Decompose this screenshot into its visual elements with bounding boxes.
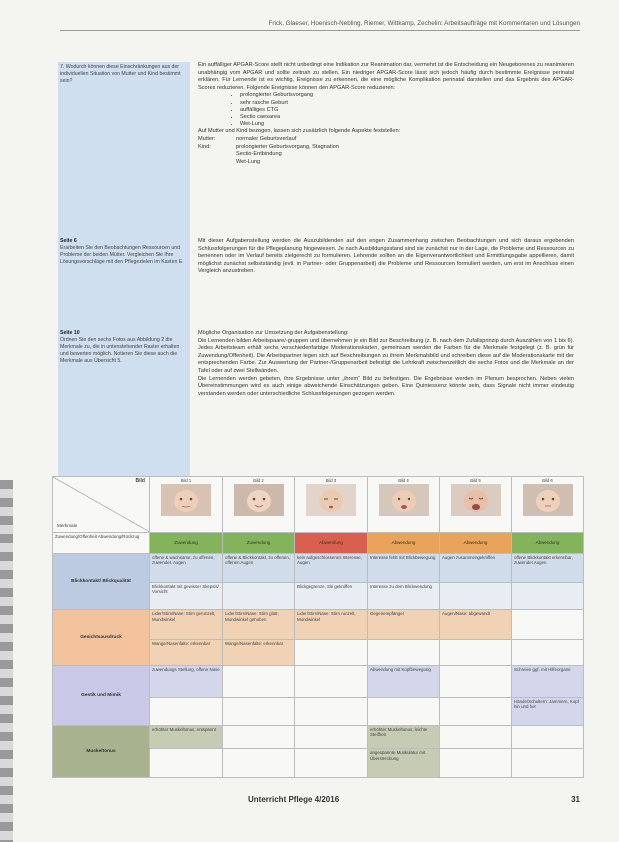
running-header: Frick, Glaeser, Hoenisch-Nebling, Riemer, Wittkamp, Zechelin: Arbeitsaufträge mit Kommentaren und Lösungen xyxy=(60,20,580,31)
table-cell xyxy=(295,725,368,748)
table-cell xyxy=(512,725,584,748)
category-gestik-mimik: Gestik und Mimik xyxy=(53,665,150,725)
list-item: • auffälliges CTG xyxy=(240,107,574,114)
baby-photo-cell xyxy=(440,477,512,533)
bild-column-label: Bild xyxy=(135,478,145,484)
table-cell: kein aufgeschlossenes Interesse, Augen xyxy=(295,553,368,582)
category-gesichtsausdruck: Gesichtsausdruck xyxy=(53,610,150,665)
table-cell xyxy=(295,640,368,666)
paragraph-care-planning: Mit dieser Aufgabenstellung werden die Auszubildenden auf den engen Zusammenhang zwischen Beobachtungen und sich daraus ergebenden Schlussfolgerungen für die Pflegeplanung hingewiesen. Je nach Ausbildungsstand sind sie zunächst nur in der Lage, die Probleme und Ressourcen zu benennen oder im Verlauf bereits zielgerecht zu formulieren. Lehrende sollten an die Eigenverantwortlichkeit und Ermittlungsgabe appellieren, damit möglichst zunächst selbstständig (evtl. in Partner- oder Gruppenarbeit) die Probleme und Ressourcen formuliert werden, um erst im Anschluss einen Vergleich anzustreben. xyxy=(198,238,574,275)
apgar-commentary xyxy=(198,62,574,166)
table-row xyxy=(53,725,584,748)
status-cell: Abwendung xyxy=(512,532,584,553)
table-cell xyxy=(440,665,512,697)
baby-photo-cell xyxy=(512,477,584,533)
table-cell xyxy=(150,697,223,725)
table-cell xyxy=(440,749,512,778)
left-question-column xyxy=(58,62,190,482)
baby-photo-icon xyxy=(379,484,429,516)
table-cell: Augen/Nase: abgewandt xyxy=(440,610,512,640)
table-cell xyxy=(295,665,368,697)
baby-photo-icon xyxy=(234,484,284,516)
table-cell xyxy=(295,749,368,778)
status-cell: Abwendung xyxy=(368,532,440,553)
table-cell xyxy=(223,697,295,725)
photo-caption: Bild 6 xyxy=(542,478,553,483)
status-cell: Abwendung xyxy=(295,532,368,553)
table-row xyxy=(53,665,584,697)
list-item: • prolongierter Geburtsvorgang xyxy=(240,92,574,99)
photo-caption: Bild 5 xyxy=(470,478,481,483)
table-cell: offene & Blickkontakt, zu offenen, offenen Augen xyxy=(223,553,295,582)
table-cell xyxy=(223,582,295,610)
table-cell xyxy=(512,610,584,640)
table-cell: angespannte Muskulatur mit Überstreckung xyxy=(368,749,440,778)
photo-caption: Bild 3 xyxy=(325,478,337,483)
table-cell xyxy=(295,697,368,725)
table-cell: Blickkontakt mit gewisser Skepsis/ Vorsicht xyxy=(150,582,223,610)
table-cell xyxy=(440,697,512,725)
table-cell: offene & wachsame, zu offenen, zuwendet. Augen xyxy=(150,553,223,582)
def-value: Sectio-Entbindung xyxy=(236,151,282,158)
paragraph-aspects: Auf Mutter und Kind bezogen, lassen sich zusätzlich folgende Aspekte feststellen: xyxy=(198,128,401,135)
table-cell xyxy=(223,665,295,697)
baby-photo-cell xyxy=(223,477,295,533)
table-cell xyxy=(223,725,295,748)
event-list xyxy=(198,92,574,128)
baby-photo-cell xyxy=(295,477,368,533)
seite6-title: Seite 6 xyxy=(60,238,77,244)
zuwendung-label: Zuwendung/Offenheit Abwendung/Rückzug xyxy=(53,532,150,553)
photo-caption: Bild 1 xyxy=(180,478,192,483)
table-row xyxy=(53,610,584,640)
table-cell xyxy=(440,640,512,666)
baby-photo-icon xyxy=(451,484,501,516)
baby-photo-icon xyxy=(523,484,573,516)
def-value: normaler Geburtsverlauf xyxy=(236,135,297,142)
status-cell: Zuwendung xyxy=(150,532,223,553)
aspect-definitions xyxy=(198,136,574,166)
status-cell: Zuwendung xyxy=(223,532,295,553)
table-cell: Wange/Nasenfalte: erkennbar xyxy=(223,640,295,666)
journal-title: Unterricht Pflege 4/2016 xyxy=(248,795,340,804)
list-item: • Wet-Lung xyxy=(240,121,574,128)
def-key xyxy=(198,159,236,167)
def-key xyxy=(198,151,236,159)
table-cell xyxy=(223,749,295,778)
table-cell: Lider/Stirn/Nase: Stirn gerunzelt, Mundwinkel xyxy=(150,610,223,640)
paragraph-organisation: Die Lernenden bilden Arbeitspaare/-gruppen und übernehmen je ein Bild zur Beschreibung (z. B. nach dem Zufallsprinzip durch Auszählen von 1 bis 6). Jedes Arbeitsteam erhält sechs verschiedenfarbige Moderationskarten, gemeinsam werden die Farben für die Merkmale festgelegt (z. B. grün für Zuwendung/Offenheit). Die Arbeitspartner legen sich auf Beschreibungen zu ihrem Merkmalsbild und schreiben diese auf die Moderationskarte mit der entsprechenden Farbe. Zur Auswertung der Partner-/Gruppenarbeit befestigt die Lehrkraft zwischenzeitlich die sechs Fotos und die Merkmale an der Tafel oder auf zwei Stellwänden. xyxy=(198,337,574,374)
table-cell: zuwendungs Stellung, offene Nase xyxy=(150,665,223,697)
table-cell xyxy=(440,725,512,748)
table-cell: Hände/Schultern: Jammern, Kopf hin und her xyxy=(512,697,584,725)
paragraph-organisation-title: Mögliche Organisation zur Umsetzung der Aufgabenstellung: xyxy=(198,330,349,336)
table-cell xyxy=(512,749,584,778)
def-value: Wet-Lung xyxy=(236,158,261,165)
table-cell: Interesse fehlt mit Blickbewegung xyxy=(368,553,440,582)
seite6-block xyxy=(60,238,186,266)
table-cell xyxy=(512,582,584,610)
page-number: 31 xyxy=(571,795,580,804)
def-value: prolongierter Geburtsvorgang, Stagnation xyxy=(236,143,339,150)
list-item: • Sectio caesarea xyxy=(240,114,574,121)
table-cell: erhöhter Muskeltonus, leichte Steifheit xyxy=(368,725,440,748)
table-cell: Schreien ggf. mit Hilfeorgane xyxy=(512,665,584,697)
category-blickkontakt: Blickkontakt/ Blickqualität xyxy=(53,553,150,610)
merkmale-row-label: Merkmale xyxy=(57,523,78,529)
table-cell: Gegenempfänger xyxy=(368,610,440,640)
def-key: Kind: xyxy=(198,143,211,150)
edge-color-strip xyxy=(0,480,13,842)
question-7: 7. Wodurch können diese Einschränkungen aus der individuellen Situation von Mutter und Kind bestimmt sein? xyxy=(60,64,181,84)
category-muskeltonus: Muskeltonus xyxy=(53,725,150,777)
table-row xyxy=(53,532,584,553)
table-cell xyxy=(368,640,440,666)
table-row xyxy=(53,553,584,582)
seite10-block xyxy=(60,330,186,365)
seite6-text: Erarbeiten Sie den Beobachtungen Ressourcen und Probleme der beiden Mütter. Vergleichen Sie Ihre Lösungsvorschläge mit den Pflegezielen im Kasten E. xyxy=(60,244,184,265)
seite10-text: Ordnen Sie den sechs Fotos aus Abbildung 2 die Merkmale zu, die in untenstehender Raster erhalten und bewerten möglich. Notieren Sie diese auch die Merkmale aus Übersicht 5. xyxy=(60,336,180,364)
table-cell xyxy=(150,749,223,778)
paragraph-apgar: Ein auffälliger APGAR-Score stellt nicht unbedingt eine Indikation zur Reanimation dar, vermehrt ist die Entscheidung ein Neugeborenes zu reanimieren unabhängig vom APGAR und sollte zeitnah zu stellen. Ein niedriger APGAR-Score lässt sich jedoch häufig durch bestimmte Ereignisse perinatal erklären. Für Lernende ist es wichtig, Ereignisse zu erkennen, die eine mögliche Komplikation perinatal darstellen und das Ergebnis des APGAR-Scores reduzieren. Folgende Ereignisse können den APGAR-Score reduzieren: xyxy=(198,62,574,91)
table-cell: Augen zusammengekniffen xyxy=(440,553,512,582)
table-cell: offene Blickkontakt erkennbar, zuwendet Augen xyxy=(512,553,584,582)
table-corner-cell xyxy=(53,477,150,533)
def-key: Mutter: xyxy=(198,135,216,142)
table-cell xyxy=(368,697,440,725)
photo-caption: Bild 4 xyxy=(398,478,409,483)
baby-photo-icon xyxy=(306,484,356,516)
seite10-title: Seite 10 xyxy=(60,330,80,336)
table-cell: Wange/Nasenfalte: erkennbar xyxy=(150,640,223,666)
table-cell: Lider/Stirn/Nase: Stirn runzelt, Mundwinkel xyxy=(295,610,368,640)
table-cell xyxy=(512,640,584,666)
baby-photo-icon xyxy=(161,484,211,516)
table-cell: Interesse zu dem Blickwendung xyxy=(368,582,440,610)
list-item: • sehr rasche Geburt xyxy=(240,100,574,107)
table-cell: Lider/Stirn/Nase: Stirn glatt, Mundwinkel gehoben xyxy=(223,610,295,640)
table-cell: erhöhter Muskeltonus, entspannt xyxy=(150,725,223,748)
table-row xyxy=(53,477,584,533)
status-cell: Abwendung xyxy=(440,532,512,553)
table-cell xyxy=(440,582,512,610)
organisation-commentary xyxy=(198,330,574,398)
feature-table xyxy=(52,476,584,778)
table-cell: Abwendung mit Kopfbewegung xyxy=(368,665,440,697)
paragraph-plenum: Die Lernenden werden gebeten, ihre Ergebnisse unter „ihrem“ Bild zu befestigen. Die Ergebnisse werden im Plenum besprochen. Neben vielen Übereinstimmungen wird es auch einige abweichende Einschätzungen geben. Eine Quintessenz könnte sein, dass Signale nicht immer eindeutig verstanden werden oder unterschiedliche Schlussfolgerungen gezogen werden. xyxy=(198,375,574,397)
baby-photo-cell xyxy=(150,477,223,533)
baby-photo-cell xyxy=(368,477,440,533)
photo-caption: Bild 2 xyxy=(253,478,264,483)
table-cell: Blickgegrenze, Ski gekniffen xyxy=(295,582,368,610)
